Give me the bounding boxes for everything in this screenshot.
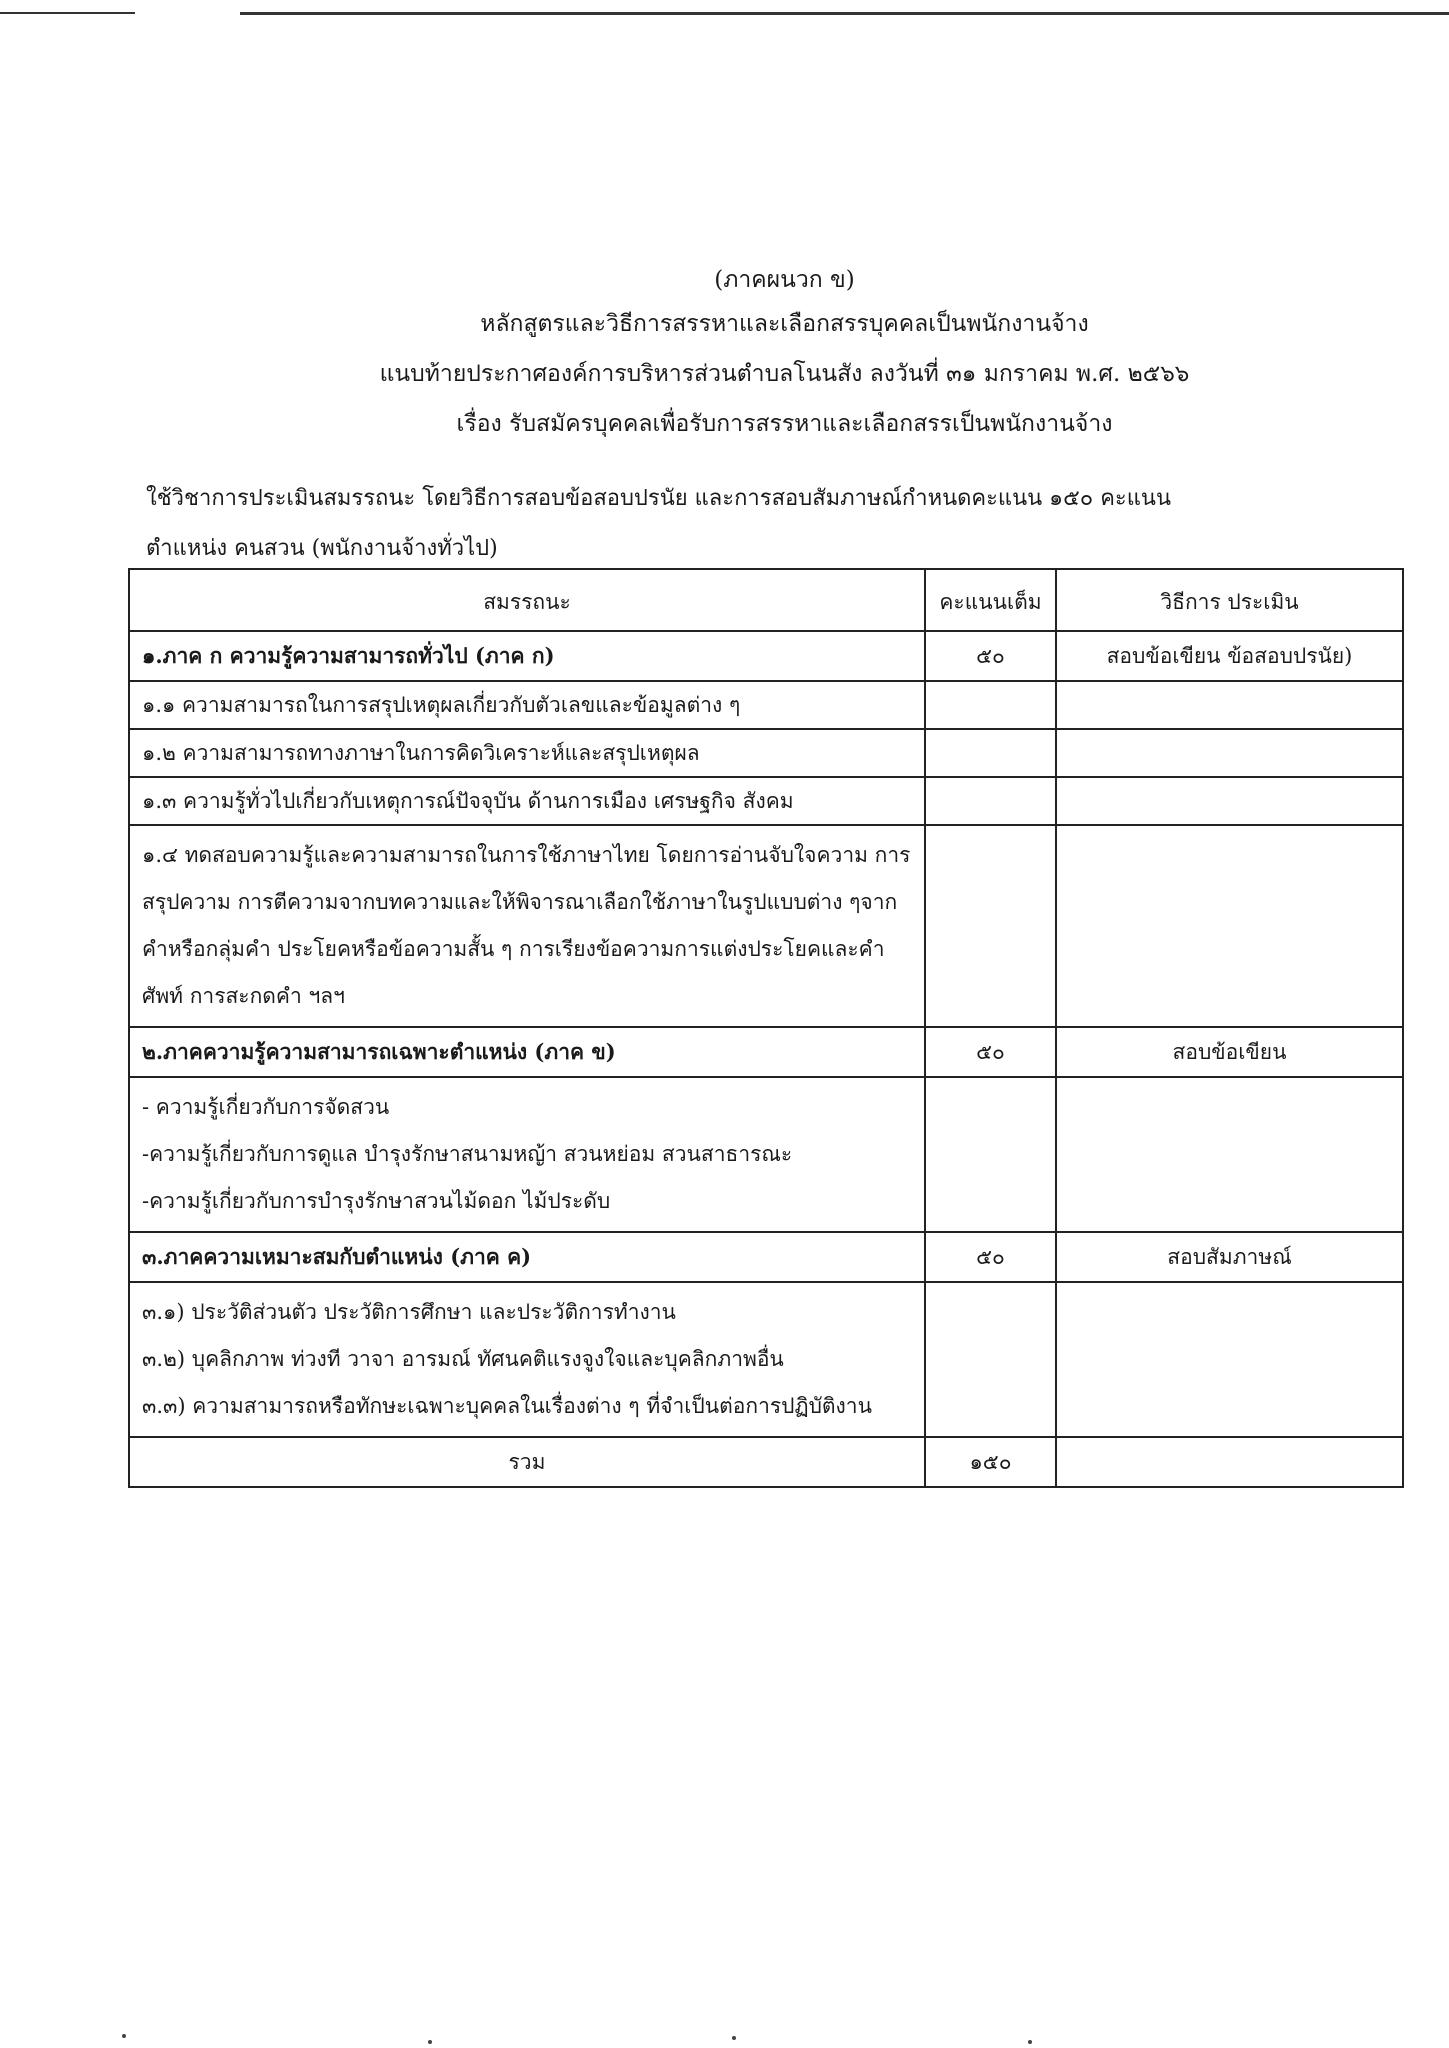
item-text: ๓.๑) ประวัติส่วนตัว ประวัติการศึกษา และประวัติการทำงาน (142, 1300, 676, 1324)
header-competency: สมรรถนะ (129, 569, 925, 631)
evaluation-intro: ใช้วิชาการประเมินสมรรถนะ โดยวิธีการสอบข้อสอบปรนัย และการสอบสัมภาษณ์กำหนดคะแนน ๑๕๐ คะแนน (146, 486, 1172, 511)
table-row (129, 777, 1403, 825)
section-score: ๕๐ (925, 1232, 1056, 1282)
item-text: ๓.๒) บุคลิกภาพ ท่วงที วาจา อารมณ์ ทัศนคติแรงจูงใจและบุคลิกภาพอื่น (142, 1347, 784, 1371)
section-score: ๕๐ (925, 631, 1056, 681)
item-text: ๑.๓ ความรู้ทั่วไปเกี่ยวกับเหตุการณ์ปัจจุบัน ด้านการเมือง เศรษฐกิจ สังคม (129, 777, 925, 825)
item-text: ๑.๒ ความสามารถทางภาษาในการคิดวิเคราะห์และสรุปเหตุผล (129, 729, 925, 777)
scan-speck (732, 2036, 736, 2040)
item-text: -ความรู้เกี่ยวกับการดูแล บำรุงรักษาสนามหญ้า สวนหย่อม สวนสาธารณะ (142, 1142, 793, 1166)
curriculum-heading: หลักสูตรและวิธีการสรรหาและเลือกสรรบุคคลเป็นพนักงานจ้าง (480, 311, 1089, 337)
total-label: รวม (129, 1437, 925, 1487)
section-row (129, 631, 1403, 681)
header-score: คะแนนเต็ม (925, 569, 1056, 631)
item-text: -ความรู้เกี่ยวกับการบำรุงรักษาสวนไม้ดอก ไม้ประดับ (142, 1189, 611, 1213)
item-list (129, 1282, 925, 1437)
header-method: วิธีการ ประเมิน (1056, 569, 1403, 631)
table-row (129, 825, 1403, 1027)
section-row (129, 1232, 1403, 1282)
section-method: สอบข้อเขียน ข้อสอบปรนัย) (1056, 631, 1403, 681)
competency-table (128, 568, 1404, 1488)
section-title: ๓.ภาคความเหมาะสมกับตำแหน่ง (ภาค ค) (129, 1232, 925, 1282)
item-text: ๑.๔ ทดสอบความรู้และความสามารถในการใช้ภาษาไทย โดยการอ่านจับใจความ การสรุปความ การตีความจากบทความและให้พิจารณาเลือกใช้ภาษาในรูปแบบต่าง ๆจากคำหรือกลุ่มคำ ประโยคหรือข้อความสั้น ๆ การเรียงข้อความการแต่งประโยคและคำศัพท์ การสะกดคำ ฯลฯ (129, 825, 925, 1027)
scan-edge-line-right (240, 12, 1449, 15)
item-text: - ความรู้เกี่ยวกับการจัดสวน (142, 1095, 390, 1119)
scan-speck (428, 2040, 432, 2044)
section-method: สอบสัมภาษณ์ (1056, 1232, 1403, 1282)
table-row (129, 1282, 1403, 1437)
appendix-title: (ภาคผนวก ข) (714, 267, 855, 293)
total-score: ๑๕๐ (925, 1437, 1056, 1487)
table-row (129, 1077, 1403, 1232)
section-title: ๒.ภาคความรู้ความสามารถเฉพาะตำแหน่ง (ภาค ข) (129, 1027, 925, 1077)
section-method: สอบข้อเขียน (1056, 1027, 1403, 1077)
section-row (129, 1027, 1403, 1077)
scan-speck (1028, 2040, 1032, 2044)
table-row (129, 729, 1403, 777)
item-text: ๓.๓) ความสามารถหรือทักษะเฉพาะบุคคลในเรื่องต่าง ๆ ที่จำเป็นต่อการปฏิบัติงาน (142, 1394, 872, 1418)
section-title: ๑.ภาค ก ความรู้ความสามารถทั่วไป (ภาค ก) (129, 631, 925, 681)
total-row (129, 1437, 1403, 1487)
item-text: ๑.๑ ความสามารถในการสรุปเหตุผลเกี่ยวกับตัวเลขและข้อมูลต่าง ๆ (129, 681, 925, 729)
item-list (129, 1077, 925, 1232)
position-title: ตำแหน่ง คนสวน (พนักงานจ้างทั่วไป) (146, 536, 498, 561)
table-header-row (129, 569, 1403, 631)
table-row (129, 681, 1403, 729)
scan-edge-line-left (0, 12, 135, 14)
announcement-reference: แนบท้ายประกาศองค์การบริหารส่วนตำบลโนนสัง ลงวันที่ ๓๑ มกราคม พ.ศ. ๒๕๖๖ (379, 361, 1190, 387)
section-score: ๕๐ (925, 1027, 1056, 1077)
subject-line: เรื่อง รับสมัครบุคคลเพื่อรับการสรรหาและเลือกสรรเป็นพนักงานจ้าง (456, 411, 1113, 437)
scan-speck (122, 2034, 126, 2038)
